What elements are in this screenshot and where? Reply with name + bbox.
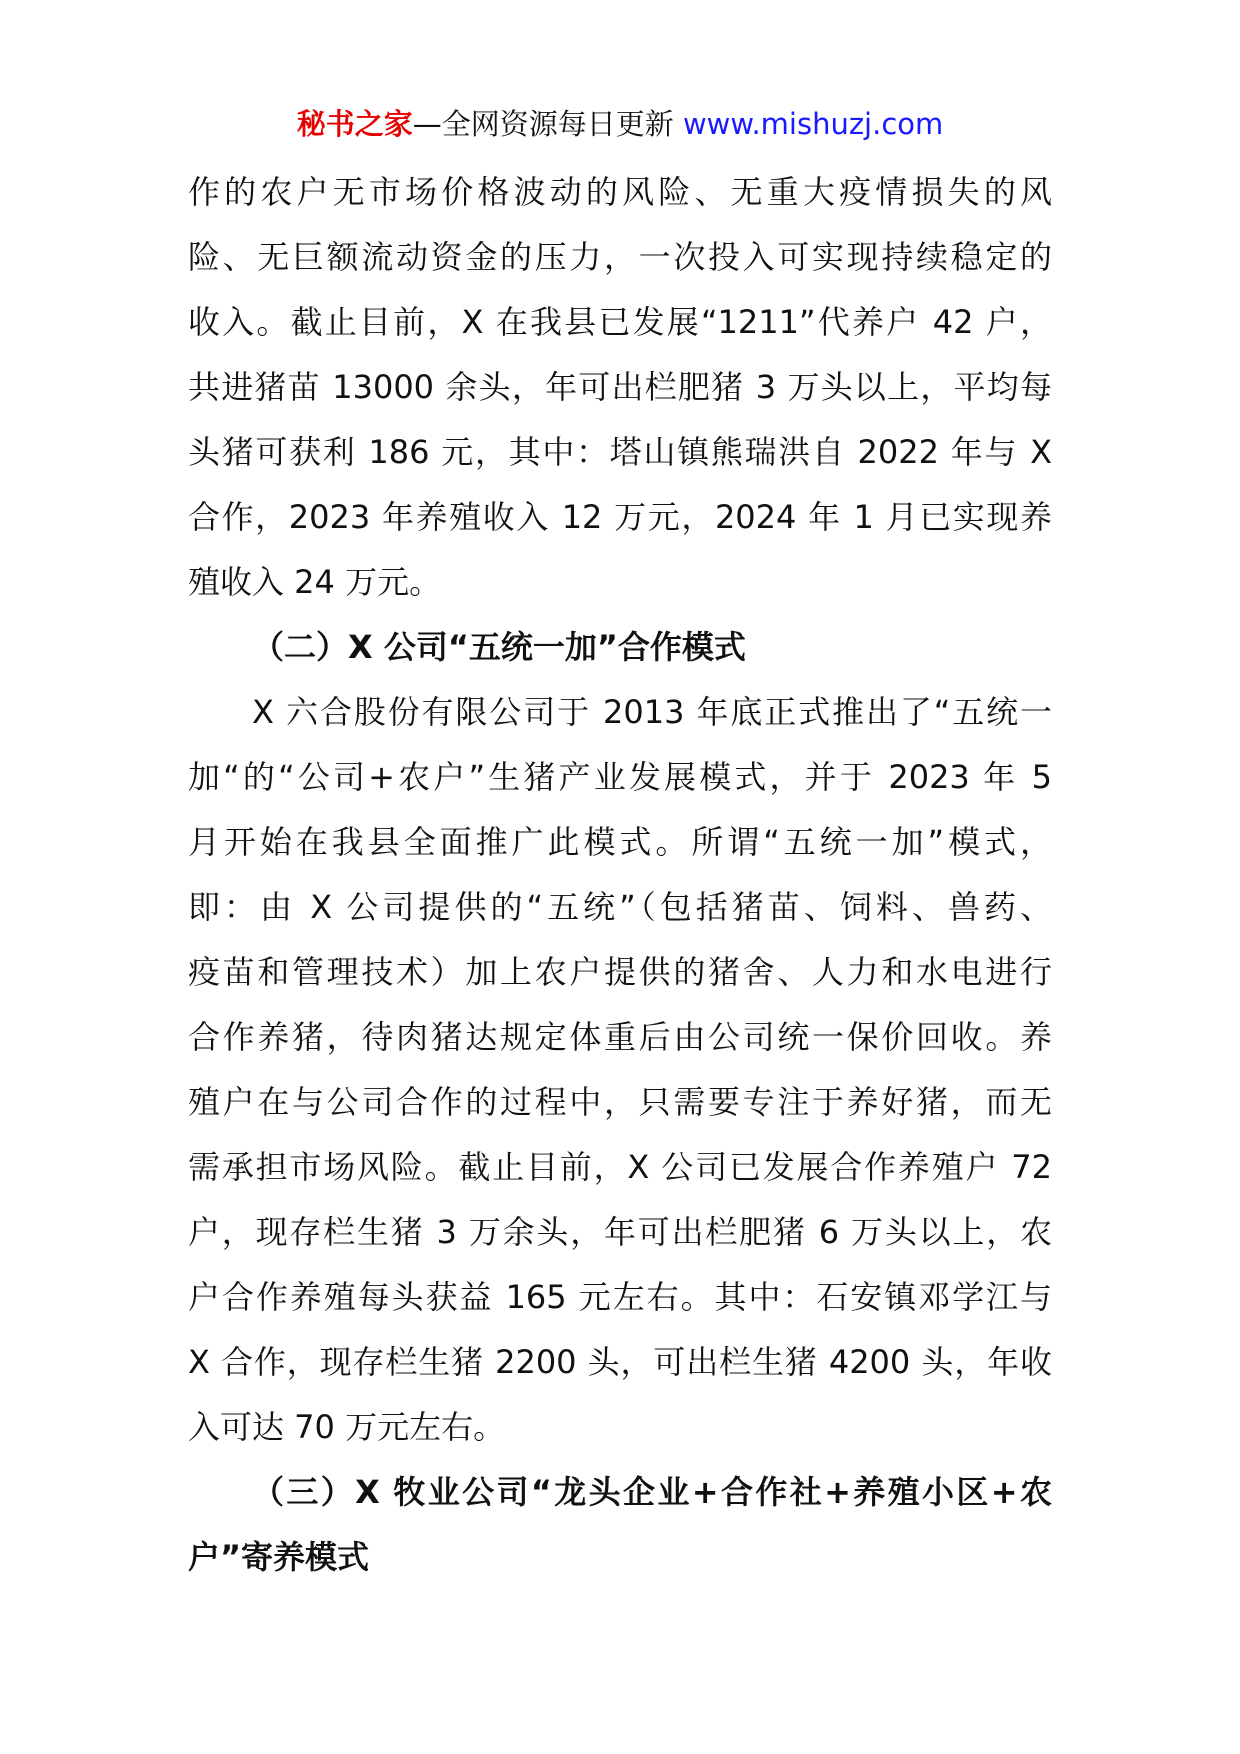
body-text-line: 共进猪苗 13000 余头，年可出栏肥猪 3 万头以上，平均每 [188, 368, 1052, 406]
body-text-line: 加“的“公司+农户”生猪产业发展模式，并于 2023 年 5 [188, 758, 1052, 796]
body-text-line: 疫苗和管理技术）加上农户提供的猪舍、人力和水电进行 [188, 953, 1052, 991]
section-heading-line: 户”寄养模式 [188, 1538, 370, 1576]
body-text-line: 险、无巨额流动资金的压力，一次投入可实现持续稳定的 [188, 238, 1052, 276]
body-text-line: 合作养猪，待肉猪达规定体重后由公司统一保价回收。养 [188, 1018, 1052, 1056]
body-text-line: 月开始在我县全面推广此模式。所谓“五统一加”模式， [188, 823, 1052, 861]
body-text-line: 合作，2023 年养殖收入 12 万元，2024 年 1 月已实现养 [188, 498, 1052, 536]
body-text-line: 需承担市场风险。截止目前，X 公司已发展合作养殖户 72 [188, 1148, 1052, 1186]
section-heading-line: （二）X 公司“五统一加”合作模式 [252, 628, 746, 666]
body-text-line: 入可达 70 万元左右。 [188, 1408, 506, 1446]
body-text-line: X 六合股份有限公司于 2013 年底正式推出了“五统一 [252, 693, 1052, 731]
body-text-line: 殖收入 24 万元。 [188, 563, 442, 601]
site-url-link[interactable]: www.mishuzj.com [682, 107, 944, 141]
body-text-line: 户，现存栏生猪 3 万余头，年可出栏肥猪 6 万头以上，农 [188, 1213, 1052, 1251]
brand-name: 秘书之家 [296, 107, 413, 141]
site-header [0, 104, 1240, 144]
body-text-line: 作的农户无市场价格波动的风险、无重大疫情损失的风 [188, 173, 1052, 211]
body-text-line: 殖户在与公司合作的过程中，只需要专注于养好猪，而无 [188, 1083, 1052, 1121]
body-text-line: 头猪可获利 186 元，其中：塔山镇熊瑞洪自 2022 年与 X [188, 433, 1052, 471]
body-text-line: 收入。截止目前，X 在我县已发展“1211”代养户 42 户， [188, 303, 1052, 341]
header-tagline: —全网资源每日更新 [412, 107, 683, 141]
body-text-line: 即：由 X 公司提供的“五统”（包括猪苗、饲料、兽药、 [188, 888, 1052, 926]
section-heading-line: （三）X 牧业公司“龙头企业+合作社+养殖小区+农 [252, 1473, 1052, 1511]
body-text-line: X 合作，现存栏生猪 2200 头，可出栏生猪 4200 头，年收 [188, 1343, 1052, 1381]
document-body [188, 160, 1052, 1590]
body-text-line: 户合作养殖每头获益 165 元左右。其中：石安镇邓学江与 [188, 1278, 1052, 1316]
